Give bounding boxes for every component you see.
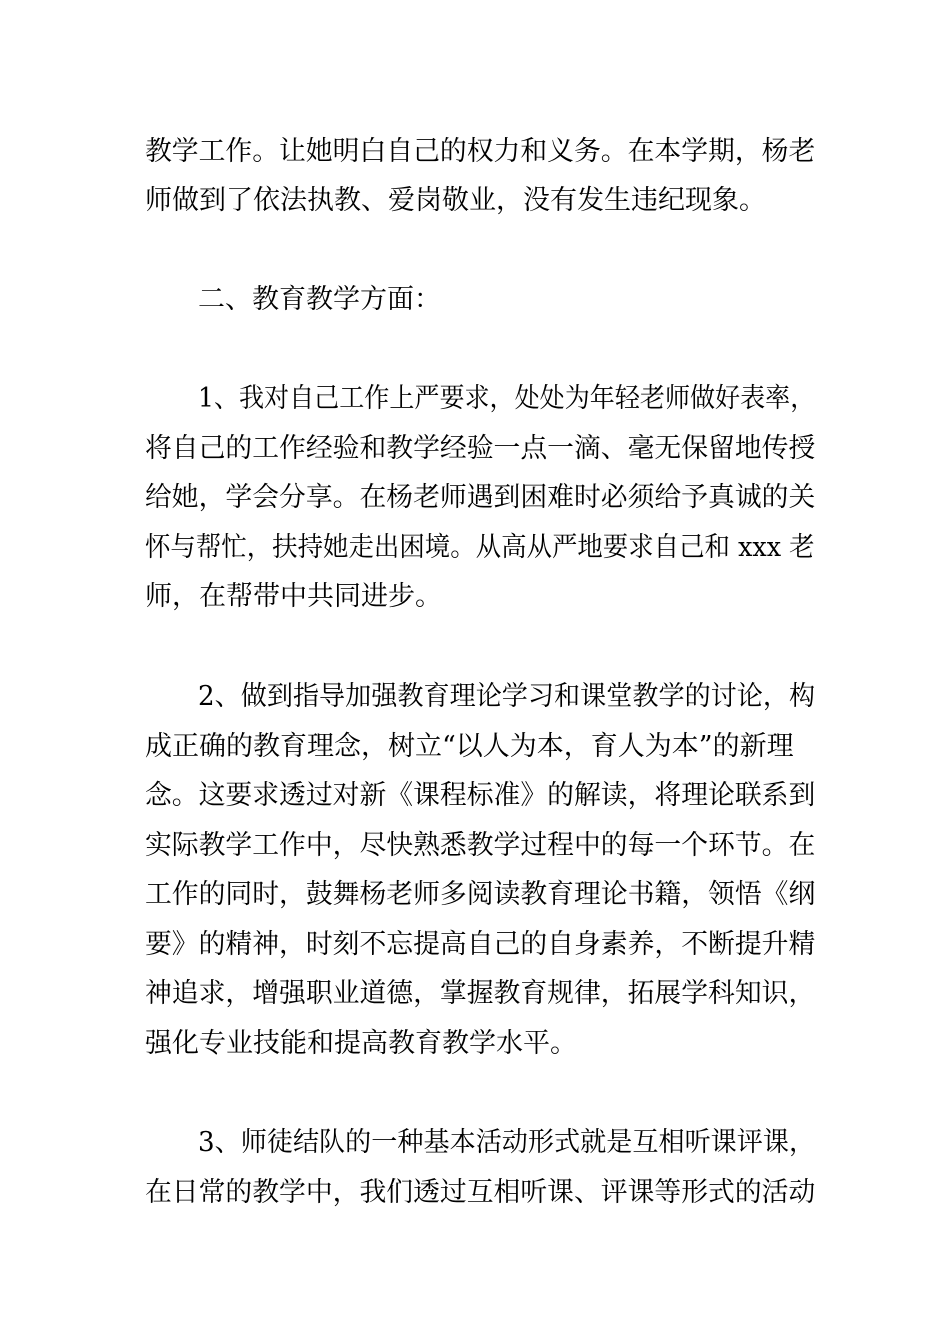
text-line: 在日常的教学中，我们透过互相听课、评课等形式的活动	[145, 1177, 816, 1208]
text-line: 实际教学工作中，尽快熟悉教学过程中的每一个环节。在	[145, 830, 816, 861]
text-line: 教学工作。让她明白自己的权力和义务。在本学期，杨老	[145, 136, 816, 167]
text-line: 念。这要求透过对新《课程标准》的解读，将理论联系到	[145, 780, 816, 811]
section-heading: 二、教育教学方面：	[198, 284, 441, 315]
text-line: 成正确的教育理念，树立“以人为本，育人为本”的新理	[145, 731, 794, 762]
text-line: 3、师徒结队的一种基本活动形式就是互相听课评课，	[198, 1127, 816, 1158]
text-line: 1、我对自己工作上严要求，处处为年轻老师做好表率，	[198, 383, 816, 414]
text-line: 怀与帮忙，扶持她走出困境。从高从严地要求自己和 xxx 老	[145, 532, 815, 563]
text-line: 给她，学会分享。在杨老师遇到困难时必须给予真诚的关	[145, 482, 816, 513]
text-line: 强化专业技能和提高教育教学水平。	[145, 1028, 577, 1059]
text-line: 师，在帮带中共同进步。	[145, 581, 442, 612]
text-line: 工作的同时，鼓舞杨老师多阅读教育理论书籍，领悟《纲	[145, 879, 816, 910]
text-line: 师做到了依法执教、爱岗敬业，没有发生违纪现象。	[145, 185, 766, 216]
text-line: 2、做到指导加强教育理论学习和课堂教学的讨论，构	[198, 681, 816, 712]
text-line: 要》的精神，时刻不忘提高自己的自身素养，不断提升精	[145, 929, 816, 960]
text-line: 神追求，增强职业道德，掌握教育规律，拓展学科知识，	[145, 978, 816, 1009]
text-line: 将自己的工作经验和教学经验一点一滴、毫无保留地传授	[145, 433, 816, 464]
